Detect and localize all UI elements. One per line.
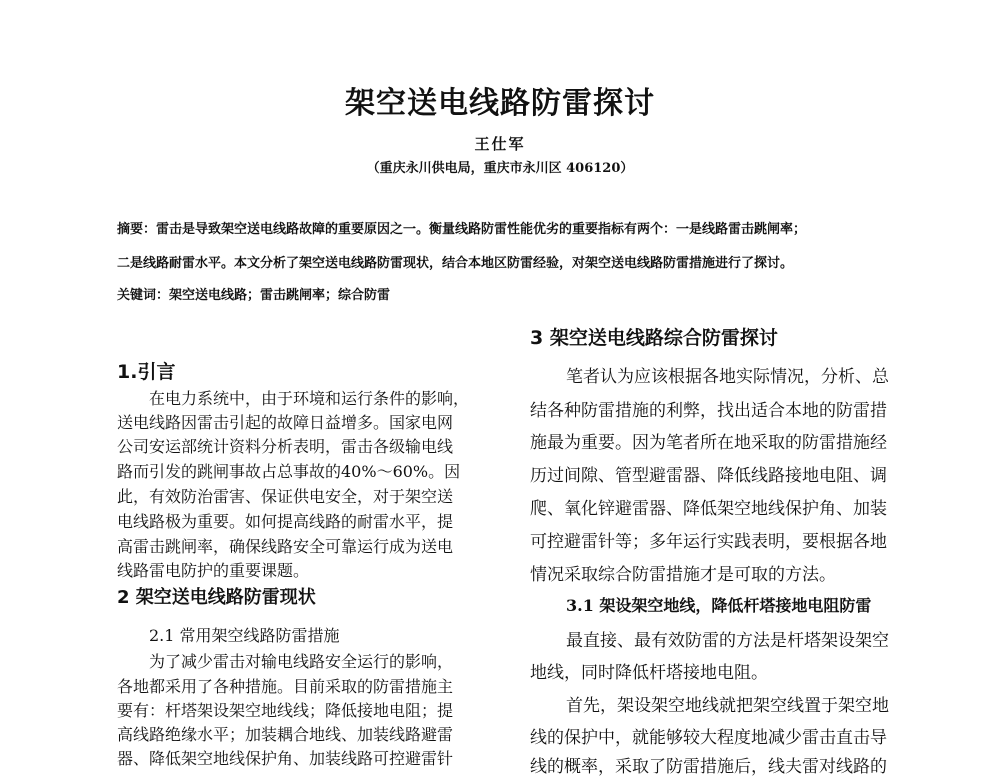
section-1-heading: 1.引言 (117, 361, 176, 383)
author-name: 王仕军 (474, 135, 526, 153)
body-line: 路而引发的跳闸事故占总事故的40%～60%。因 (117, 462, 461, 481)
body-line: 高线路绝缘水平；加装耦合地线、加装线路避雷 (117, 725, 454, 744)
body-line: 结各种防雷措施的利弊，找出适合本地的防雷措 (530, 401, 887, 421)
body-line: 在电力系统中，由于环境和运行条件的影响， (149, 389, 470, 408)
author-affiliation: （重庆永川供电局，重庆市永川区 406120） (366, 161, 634, 176)
body-line: 送电线路因雷击引起的故障日益增多。国家电网 (117, 413, 454, 432)
body-line: 此，有效防治雷害、保证供电安全，对于架空送 (117, 487, 454, 506)
section-3-1-heading: 3.1 架设架空地线，降低杆塔接地电阻防雷 (566, 596, 872, 615)
body-line: 历过间隙、管型避雷器、降低线路接地电阻、调 (530, 466, 887, 486)
body-line: 高雷击跳闸率，确保线路安全可靠运行成为送电 (117, 537, 454, 556)
abstract-line-1: 摘要：雷击是导致架空送电线路故障的重要原因之一。衡量线路防雷性能优劣的重要指标有两个：一是线路雷击跳闸率； (117, 222, 807, 237)
body-line: 可控避雷针等；多年运行实践表明，要根据各地 (530, 532, 887, 552)
body-line: 首先，架设架空地线就把架空线置于架空地 (566, 696, 889, 716)
body-line: 情况采取综合防雷措施才是可取的方法。 (530, 565, 836, 585)
body-line: 公司安运部统计资料分析表明，雷击各级输电线 (117, 437, 454, 456)
paper-title: 架空送电线路防雷探讨 (345, 86, 655, 121)
section-2-heading: 2 架空送电线路防雷现状 (117, 587, 316, 608)
keywords-line: 关键词：架空送电线路；雷击跳闸率；综合防雷 (117, 288, 391, 303)
body-line: 要有：杆塔架设架空地线线；降低接地电阻；提 (117, 701, 454, 720)
body-line: 地线，同时降低杆塔接地电阻。 (530, 663, 768, 683)
body-line: 笔者认为应该根据各地实际情况，分析、总 (566, 367, 889, 387)
body-line: 器、降低架空地线保护角、加装线路可控避雷针 (117, 749, 454, 768)
body-line: 施最为重要。因为笔者所在地采取的防雷措施经 (530, 433, 887, 453)
body-line: 线的概率，采取了防雷措施后，线夫雷对线路的 (530, 757, 887, 777)
body-line: 爬、氧化锌避雷器、降低架空地线保护角、加装 (530, 499, 887, 519)
section-2-1-heading: 2.1 常用架空线路防雷措施 (149, 626, 340, 645)
section-3-heading: 3 架空送电线路综合防雷探讨 (530, 327, 778, 349)
body-line: 最直接、最有效防雷的方法是杆塔架设架空 (566, 631, 889, 651)
body-line: 线的保护中，就能够较大程度地减少雷击直击导 (530, 728, 887, 748)
abstract-line-2: 二是线路耐雷水平。本文分析了架空送电线路防雷现状，结合本地区防雷经验，对架空送电线路防雷措施进行了探讨。 (117, 256, 794, 271)
body-line: 电线路极为重要。如何提高线路的耐雷水平，提 (117, 512, 454, 531)
body-line: 线路雷电防护的重要课题。 (117, 561, 310, 580)
body-line: 各地都采用了各种措施。目前采取的防雷措施主 (117, 677, 454, 696)
body-line: 为了减少雷击对输电线路安全运行的影响， (149, 652, 454, 671)
